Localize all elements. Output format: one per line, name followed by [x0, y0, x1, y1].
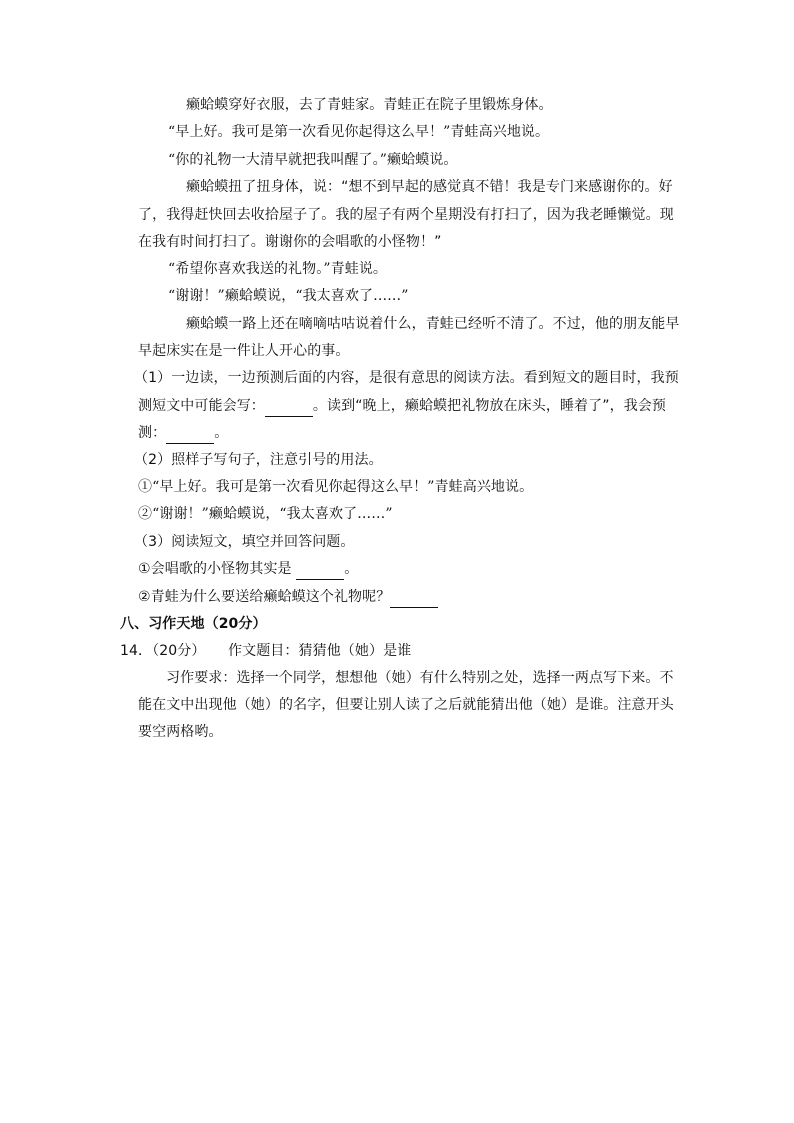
question-3-part-1	[138, 559, 358, 580]
question-3-part-1-end: 。	[344, 561, 359, 577]
question-3: （3）阅读短文，填空并回答问题。	[134, 534, 355, 550]
question-1-prompt-d: 。	[214, 425, 229, 441]
question-1-prompt-b: 。读到“晚上，癞蛤蟆把礼物放在床头，睡着了”，我会预	[312, 398, 667, 414]
story-paragraph-2: “早上好。我可是第一次看见你起得这么早！”青蛙高兴地说。	[168, 124, 550, 140]
question-1-prompt-a: 测短文中可能会写：	[138, 398, 265, 414]
story-paragraph-7-line-1: 癞蛤蟆一路上还在嘀嘀咕咕说着什么，青蛙已经听不清了。不过，他的朋友能早	[186, 316, 680, 332]
writing-requirement-line-3: 要空两格哟。	[138, 724, 223, 740]
question-1-line-3	[138, 423, 228, 444]
story-paragraph-4-line-1: 癞蛤蟆扭了扭身体，说：“想不到早起的感觉真不错！我是专门来感谢你的。好	[186, 179, 673, 195]
question-1-line-2	[138, 396, 666, 417]
story-paragraph-1: 癞蛤蟆穿好衣服，去了青蛙家。青蛙正在院子里锻炼身体。	[186, 97, 553, 113]
answer-blank-prediction-2[interactable]	[166, 423, 214, 444]
section-8-heading: 八、习作天地（20分）	[120, 616, 267, 632]
question-1-line-1: （1）一边读，一边预测后面的内容，是很有意思的阅读方法。看到短文的题目时，我预	[134, 370, 679, 386]
story-paragraph-4-line-2: 了，我得赶快回去收拾屋子了。我的屋子有两个星期没有打扫了，因为我老睡懒觉。现	[138, 207, 674, 223]
question-14-number: 14．（20分）	[120, 643, 206, 659]
story-paragraph-3: “你的礼物一大清早就把我叫醒了。”癞蛤蟆说。	[168, 152, 458, 168]
story-paragraph-5: “希望你喜欢我送的礼物。”青蛙说。	[168, 261, 388, 277]
writing-requirement-line-1: 习作要求：选择一个同学，想想他（她）有什么特别之处，选择一两点写下来。不	[166, 670, 674, 686]
question-3-part-2	[138, 587, 438, 608]
question-3-part-1-prompt: ①会唱歌的小怪物其实是	[138, 561, 297, 577]
story-paragraph-7-line-2: 早起床实在是一件让人开心的事。	[138, 343, 350, 359]
question-3-part-2-prompt: ②青蛙为什么要送给癞蛤蟆这个礼物呢？	[138, 589, 391, 605]
answer-blank-monster[interactable]	[296, 559, 344, 580]
story-paragraph-6: “谢谢！”癞蛤蟆说，“我太喜欢了……”	[168, 288, 409, 304]
answer-blank-prediction-1[interactable]	[265, 396, 313, 417]
question-2: （2）照样子写句子，注意引号的用法。	[134, 452, 383, 468]
question-1-prompt-c: 测：	[138, 425, 167, 441]
story-paragraph-4-line-3: 在我有时间打扫了。谢谢你的会唱歌的小怪物！”	[138, 234, 442, 250]
answer-blank-reason[interactable]	[390, 587, 438, 608]
question-2-example-1: ①“早上好。我可是第一次看见你起得这么早！”青蛙高兴地说。	[138, 479, 534, 495]
writing-requirement-line-2: 能在文中出现他（她）的名字，但要让别人读了之后就能猜出他（她）是谁。注意开头	[138, 697, 674, 713]
question-14-title: 作文题目：猜猜他（她）是谁	[228, 643, 412, 659]
question-2-example-2: ②“谢谢！”癞蛤蟆说，“我太喜欢了……”	[138, 506, 393, 522]
